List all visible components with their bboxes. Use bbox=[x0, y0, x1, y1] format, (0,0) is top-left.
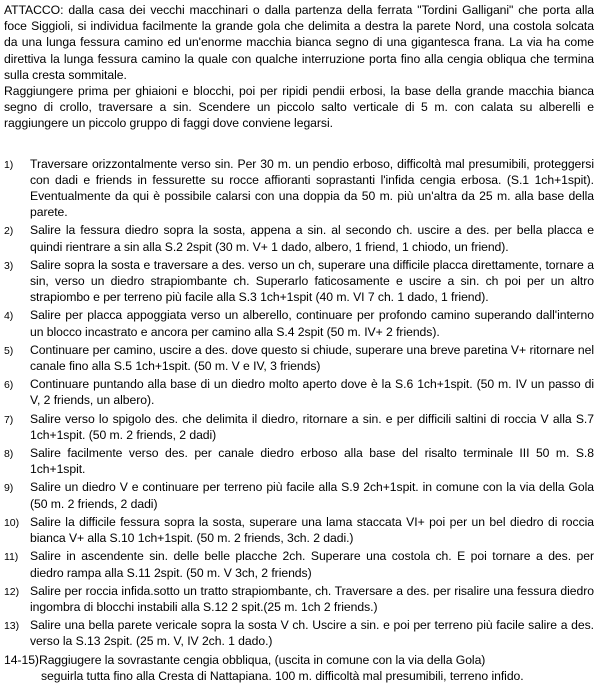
pitch-description: Salire facilmente verso des. per canale diedro erboso alla base del risalto terminale III 50 m. S.8 1ch+1spit. bbox=[30, 446, 594, 477]
pitch-description: Salire una bella parete vericale sopra la sosta V ch. Uscire a sin. e poi per terreno più facile salire a des. verso la S.13 2spit. (25 m. V, IV 2ch. 1 dado.) bbox=[30, 618, 594, 649]
pitch-number: 8) bbox=[4, 448, 14, 461]
intro-paragraph-approach: ATTACCO: dalla casa dei vecchi macchinari o dalla partenza della ferrata "Tordini Galligani" che porta alla foce Siggioli, si individua facilmente la grande gola che delimita a destra la parete Nord, una costola solcata da una lunga fessura camino ed un'enorme macchia bianca segno di una gigantesca frana. La via ha come direttiva la lunga fessura camino la quale con qualche interruzione porta fino alla cengia obliqua che termina sulla cresta sommitale. bbox=[4, 3, 594, 82]
pitch-item bbox=[4, 222, 594, 254]
pitch-number: 11) bbox=[4, 551, 19, 564]
pitch-description: Continuare puntando alla base di un diedro molto aperto dove è la S.6 1ch+1spit. (50 m. IV un passo di V, 2 friends, un albero). bbox=[30, 377, 594, 408]
pitch-item bbox=[4, 445, 594, 477]
pitch-item bbox=[4, 156, 594, 221]
pitch-description: Salire sopra la sosta e traversare a des. verso un ch, superare una difficile placca direttamente, tornare a sin, verso un diedro strapiombante ch. Superarlo faticosamente e uscire a sin. ch poi per un altro strapiombo e per terreno più facile alla S.3 1ch+1spit (40 m. VI 7 ch. 1 dado, 1 friend). bbox=[30, 257, 594, 305]
pitch-item bbox=[4, 548, 594, 580]
pitch-number: 14-15) bbox=[4, 652, 39, 667]
pitch-description: Salire verso lo spigolo des. che delimita il diedro, ritornare a sin. e per difficili saltini di roccia V alla S.7 1ch+1spit. (50 m. 2 friends, 2 dadi) bbox=[30, 411, 594, 442]
pitch-item bbox=[4, 307, 594, 339]
pitch-description: Salire per roccia infida.sotto un tratto strapiombante, ch. Traversare a des. per risalire una fessura diedro ingombra di blocchi instabili alla S.12 2 spit.(25 m. 1ch 2 friends.) bbox=[30, 583, 594, 614]
pitch-item bbox=[4, 376, 594, 408]
pitch-number: 9) bbox=[4, 482, 14, 495]
pitch-number: 7) bbox=[4, 413, 14, 426]
pitch-item bbox=[4, 514, 594, 546]
pitch-number: 6) bbox=[4, 379, 14, 392]
pitch-item bbox=[4, 583, 594, 615]
final-pitch-line-2: seguirla tutta fino alla Cresta di Nattapiana. 100 m. difficoltà mal presumibili, terreno infido. bbox=[40, 668, 524, 683]
pitch-number: 13) bbox=[4, 620, 20, 633]
pitch-number: 10) bbox=[4, 516, 20, 529]
pitch-item bbox=[4, 617, 594, 649]
pitch-number: 3) bbox=[4, 259, 14, 272]
pitch-number: 2) bbox=[4, 225, 14, 238]
pitch-item bbox=[4, 257, 594, 306]
pitch-item bbox=[4, 479, 594, 511]
pitch-number: 12) bbox=[4, 585, 20, 598]
pitch-item bbox=[4, 342, 594, 374]
pitch-list bbox=[4, 156, 594, 684]
pitch-item bbox=[4, 411, 594, 443]
pitch-description: Salire un diedro V e continuare per terreno più facile alla S.9 2ch+1spit. in comune con la via della Gola (50 m. 2 friends, 2 dadi) bbox=[30, 480, 594, 511]
document-page bbox=[4, 2, 594, 686]
pitch-number: 4) bbox=[4, 310, 14, 323]
intro-paragraph-start: Raggiungere prima per ghiaioni e blocchi, poi per ripidi pendii erbosi, la base della grande macchia bianca segno di crollo, traversare a sin. Scendere un piccolo salto verticale di 5 m. con calata su alberelli e raggiungere un piccolo gruppo di faggi dove conviene legarsi. bbox=[4, 84, 594, 131]
pitch-description: Salire per placca appoggiata verso un alberello, continuare per profondo camino superando dall'interno un blocco incastrato e ancora per camino alla S.4 2spit (50 m. IV+ 2 friends). bbox=[30, 308, 594, 339]
pitch-description: Continuare per camino, uscire a des. dove questo si chiude, superare una breve paretina V+ ritornare nel canale fino alla S.5 1ch+1spit. (50 m. V e IV, 3 friends) bbox=[30, 342, 594, 374]
intro-section bbox=[4, 2, 594, 132]
pitch-description: Salire la difficile fessura sopra la sosta, superare una lama staccata VI+ poi per un bel diedro di roccia bianca V+ alla S.10 1ch+1spit. (50 m. 2 friends, 3ch. 2 dadi.) bbox=[30, 514, 594, 546]
pitch-number: 1) bbox=[4, 158, 14, 171]
pitch-description: Salire in ascendente sin. delle belle placche 2ch. Superare una costola ch. E poi tornare a des. per diedro rampa alla S.11 2spit. (50 m. V 3ch, 2 friends) bbox=[30, 549, 594, 580]
final-pitch-line-1: Raggiugere la sovrastante cengia obbliqua, (uscita in comune con la via della Gola) bbox=[38, 652, 486, 667]
pitch-description: Salire la fessura diedro sopra la sosta, appena a sin. al secondo ch. uscire a des. per bella placca e quindi rientrare a sin alla S.2 2spit (30 m. V+ 1 dado, albero, 1 friend, 1 chiodo, un friend). bbox=[30, 223, 594, 254]
pitch-number: 5) bbox=[4, 344, 14, 357]
pitch-description: Traversare orizzontalmente verso sin. Per 30 m. un pendio erboso, difficoltà mal presumibili, proteggersi con dadi e friends in fessurette su rocce affioranti soprastanti l'infida cengia erbosa. (S.1 1ch+1spit). Eventualmente da qui è possibile calarsi con una doppia da 50 m. più un'altra da 25 m. alla base della parete. bbox=[30, 156, 594, 220]
